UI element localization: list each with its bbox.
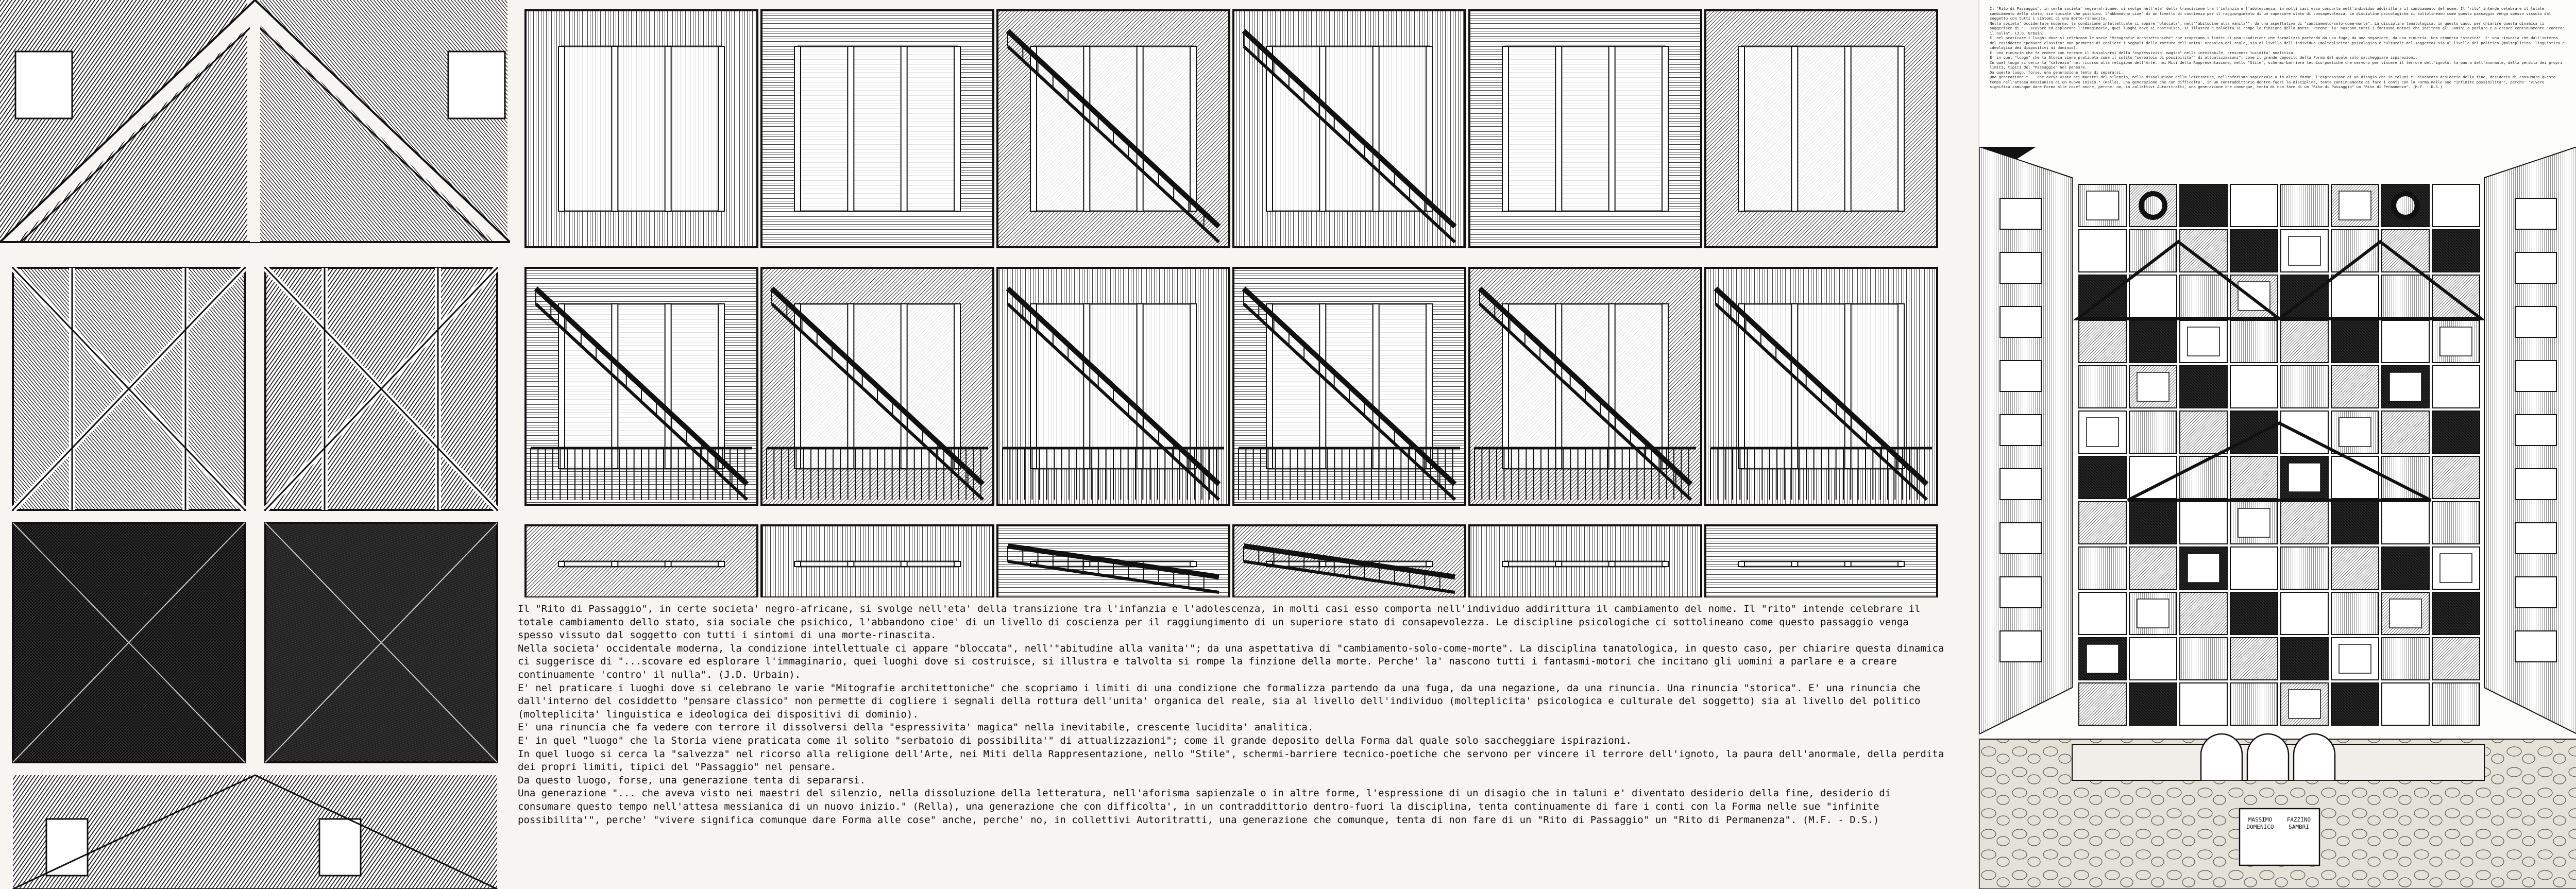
- poster-tile: [2331, 230, 2379, 272]
- poster-tile: [2382, 502, 2429, 544]
- poster-intro-text: [1990, 6, 2567, 145]
- poster-tile: [2432, 230, 2480, 272]
- poster-tile: [2230, 502, 2278, 544]
- poster-tile: [2432, 456, 2480, 499]
- poster-tile: [2382, 275, 2429, 317]
- poster-tile: [2281, 638, 2328, 680]
- poster-tile: [2331, 320, 2379, 363]
- poster-tile: [2432, 320, 2480, 363]
- poster-tile: [2432, 184, 2480, 227]
- poster-tile: [2180, 502, 2227, 544]
- stair-tile: [526, 10, 757, 247]
- stair-tile: [997, 268, 1229, 505]
- poster-tile: [2331, 275, 2379, 317]
- manifesto-paragraph: Nella societa' occidentale moderna, la condizione intellettuale ci appare "bloccata", nell'"abitudine alla vanita'"; da una aspettativa di "cambiamento-solo-come-morte". La disciplina tanatologica, in questo caso, per chiarire questa dinamica ci suggerisce di "...scovare ed esplorare l'immaginario, quei luoghi dove si costruisce, si illustra e talvolta si rompe la finzione della morte. Perche' la' nascono tutti i fantasmi-motori che incitano gli uomini a parlare e a creare continuamente 'contro' il nulla". (J.D. Urbain).: [518, 642, 1944, 680]
- manifesto-paragraph: E' nel praticare i luoghi dove si celebrano le varie "Mitografie architettoniche" che scopriamo i limiti di una condizione che formalizza partendo da una fuga, da una negazione, da una rinuncia. Una rinuncia "storica". E' una rinuncia che dall'interno del cosiddetto "pensare classico" non permette di cogliere i segnali della rottura dell'unita' organica del reale, sia al livello dell'individuo (molteplicita' psicologica e culturale del soggetto) sia al livello del politico (molteplicita' linguistica e ideologica dei dispositivi di dominio).: [518, 682, 1921, 720]
- poster-tile: [2180, 320, 2227, 363]
- poster-tile: [2230, 547, 2278, 589]
- stair-tile: [997, 10, 1229, 247]
- poster-tile: [2230, 456, 2278, 499]
- poster-tile: [2230, 683, 2278, 725]
- poster-tile: [2382, 592, 2429, 635]
- manifesto-paragraph: Il "Rito di Passaggio", in certe societa' negro-africane, si svolge nell'eta' della transizione tra l'infanzia e l'adolescenza, in molti casi esso comporta nell'individuo addirittura il cambiamento del nome. Il "rito" intende celebrare il totale cambiamento dello stato, sia sociale che psichico, l'abbandono cioe' di un livello di coscienza per il raggiungimento di un superiore stato di consapevolezza. Le discipline psicologiche ci sottolineano come questo passaggio venga spesso vissuto dal soggetto con tutti i sintomi di una morte-rinascita.: [518, 603, 1921, 641]
- poster-tile: [2180, 411, 2227, 453]
- poster-paragraph: E' in quel "luogo" che la Storia viene praticata come il solito "serbatoio di possibilita'" di attualizzazioni"; come il grande deposito della Forma dal quale solo saccheggiare ispirazioni.: [1990, 55, 2418, 60]
- stair-tile: [1233, 525, 1465, 597]
- poster-tile: [2079, 230, 2126, 272]
- poster-tile: [2432, 638, 2480, 680]
- poster-tile: [2382, 547, 2429, 589]
- poster-tile: [2079, 320, 2126, 363]
- poster-paragraph: Da questo luogo, forse, una generazione tenta di separarsi.: [1990, 70, 2124, 75]
- poster-tile: [2079, 592, 2126, 635]
- poster-tile: [2129, 683, 2177, 725]
- manifesto-paragraph: Da questo luogo, forse, una generazione tenta di separarsi.: [518, 774, 866, 786]
- manifesto-text: [518, 603, 1945, 883]
- poster-tile: [2331, 683, 2379, 725]
- poster-tile: [2079, 411, 2126, 453]
- poster-tile: [2382, 230, 2429, 272]
- stair-tile: [1469, 10, 1701, 247]
- drawing-left-roof-panels: [0, 0, 510, 889]
- poster-tile: [2331, 366, 2379, 408]
- stair-tile: [1469, 268, 1701, 505]
- poster-tile: [2331, 184, 2379, 227]
- stair-tile: [1469, 525, 1701, 597]
- poster-tile: [2079, 184, 2126, 227]
- poster-tile: [2180, 638, 2227, 680]
- poster-tile: [2079, 683, 2126, 725]
- poster-tile: [2180, 683, 2227, 725]
- poster-tile: [2129, 366, 2177, 408]
- poster-tile: [2079, 456, 2126, 499]
- manifesto-paragraph: E' in quel "luogo" che la Storia viene praticata come il solito "serbatoio di possibilita'" di attualizzazioni"; come il grande deposito della Forma dal quale solo saccheggiare ispirazioni.: [518, 734, 1632, 746]
- poster-tile: [2230, 184, 2278, 227]
- poster-tile: [2129, 230, 2177, 272]
- courtyard-perspective-drawing: [1979, 147, 2576, 889]
- poster-tile: [2230, 366, 2278, 408]
- poster-paragraph: E' una rinuncia che fa vedere con terrore il dissolversi della "espressivita' magica" nella inevitabile, crescente lucidita' analitica.: [1990, 50, 2296, 55]
- stair-tile: [526, 268, 757, 505]
- poster-tile: [2230, 592, 2278, 635]
- poster-tile: [2129, 592, 2177, 635]
- poster-tile: [2382, 184, 2429, 227]
- poster-tile: [2281, 456, 2328, 499]
- poster-tile: [2230, 230, 2278, 272]
- poster-tile: [2281, 230, 2328, 272]
- poster-paragraph: Il "Rito di Passaggio", in certe societa' negro-africane, si svolge nell'eta' della transizione tra l'infanzia e l'adolescenza, in molti casi esso comporta nell'individuo addirittura il cambiamento del nome. Il "rito" intende celebrare il totale cambiamento dello stato, sia sociale che psichico, l'abbandono cioe' di un livello di coscienza per il raggiungimento di un superiore stato di consapevolezza. Le discipline psicologiche ci sottolineano come questo passaggio venga spesso vissuto dal soggetto con tutti i sintomi di una morte-rinascita.: [1990, 6, 2551, 21]
- poster-tile: [2331, 547, 2379, 589]
- poster-tile: [2180, 230, 2227, 272]
- poster-tile: [2180, 366, 2227, 408]
- poster-tile: [2382, 411, 2429, 453]
- manifesto-paragraph: Una generazione "... che aveva visto nei maestri del silenzio, nella dissoluzione della letteratura, nell'aforisma sapienzale o in altre forme, l'espressione di un disagio che in taluni e' diventato desiderio della fine, desiderio di consumare questo tempo nell'attesa messianica di un nuovo inizio." (Rella), una generazione che con difficolta', in un contraddittorio dentro-fuori la disciplina, tenta continuamente di fare i conti con la Forma nelle sue "infinite possibilita'", perche' "vivere significa comunque dare Forma alle cose" anche, perche' no, in collettivi Autoritratti, una generazione che comunque, tenta di non fare di un "Rito di Passaggio" un "Rito di Permanenza". (M.F. - D.S.): [518, 788, 1891, 826]
- roof-panel-row-1: [0, 0, 510, 242]
- poster-tile: [2432, 683, 2480, 725]
- poster-tile: [2129, 502, 2177, 544]
- poster-tile: [2079, 638, 2126, 680]
- poster-tile: [2281, 683, 2328, 725]
- poster-tile: [2382, 320, 2429, 363]
- stair-tile: [1705, 268, 1937, 505]
- tomb-caption-right: [2281, 816, 2317, 831]
- stair-tile: [526, 525, 757, 597]
- poster-tile: [2230, 638, 2278, 680]
- poster-tile: [2331, 592, 2379, 635]
- central-tile-grid: [2077, 184, 2481, 725]
- caption-name: MASSIMO: [2248, 816, 2273, 823]
- poster-tile: [2382, 683, 2429, 725]
- poster-tile: [2129, 638, 2177, 680]
- caption-name: SAMBRI: [2289, 824, 2309, 830]
- poster-tile: [2230, 320, 2278, 363]
- poster-paragraph: Nella societa' occidentale moderna, la condizione intellettuale ci appare "bloccata", nell'"abitudine alla vanita'"; da una aspettativa di "cambiamento-solo-come-morte". La disciplina tanatologica, in questo caso, per chiarire questa dinamica ci suggerisce di "...scovare ed esplorare l'immaginario, quei luoghi dove si costruisce, si illustra e talvolta si rompe la finzione della morte. Perche' la' nascono tutti i fantasmi-motori che incitano gli uomini a parlare e a creare continuamente 'contro' il nulla". (J.D. Urbain).: [1990, 21, 2565, 36]
- poster-tile: [2281, 184, 2328, 227]
- poster-paragraph: Una generazione "... che aveva visto nei maestri del silenzio, nella dissoluzione della letteratura, nell'aforisma sapienzale o in altre forme, l'espressione di un disagio che in taluni e' diventato desiderio della fine, desiderio di consumare questo tempo nell'attesa messianica di un nuovo inizio." (Rella), una generazione che con difficolta', in un contraddittorio dentro-fuori la disciplina, tenta continuamente di fare i conti con la Forma nelle sue "infinite possibilita'", perche' "vivere significa comunque dare Forma alle cose" anche, perche' no, in collettivi Autoritratti, una generazione che comunque, tenta di non fare di un "Rito di Passaggio" un "Rito di Permanenza". (M.F. - D.S.): [1990, 75, 2556, 89]
- poster-tile: [2180, 184, 2227, 227]
- poster-tile: [2180, 547, 2227, 589]
- poster-tile: [2382, 638, 2429, 680]
- poster-tile: [2281, 320, 2328, 363]
- stair-tile: [1233, 268, 1465, 505]
- poster-paragraph: In quel luogo si cerca la "salvezza" nel ricorso alla religione dell'Arte, nei Miti della Rappresentazione, nello "Stile", schermi-barriere tecnico-poetiche che servono per vincere il terrore dell'ignoto, la paura dell'anormale, della perdita dei propri limiti, tipici del "Passaggio" nel pensare.: [1990, 60, 2563, 70]
- manifesto-paragraph: In quel luogo si cerca la "salvezza" nel ricorso alla religione dell'Arte, nei Miti della Rappresentazione, nello "Stile", schermi-barriere tecnico-poetiche che servono per vincere il terrore dell'ignoto, la paura dell'anormale, della perdita dei propri limiti, tipici del "Passaggio" nel pensare.: [518, 748, 1944, 773]
- poster-tile: [2129, 320, 2177, 363]
- poster-tile: [2180, 592, 2227, 635]
- poster-tile: [2331, 411, 2379, 453]
- poster-tile: [2281, 547, 2328, 589]
- poster-tile: [2281, 411, 2328, 453]
- poster-tile: [2230, 411, 2278, 453]
- caption-name: FAZZINO: [2286, 816, 2311, 823]
- poster-tile: [2281, 592, 2328, 635]
- stair-tile: [761, 525, 993, 597]
- poster-tile: [2129, 547, 2177, 589]
- poster-tile: [2331, 502, 2379, 544]
- poster-tile: [2079, 366, 2126, 408]
- building-facade-row-4: [13, 775, 497, 889]
- stair-tile: [997, 525, 1229, 597]
- poster-tile: [2281, 502, 2328, 544]
- stair-tile: [1233, 10, 1465, 247]
- poster-tile: [2432, 411, 2480, 453]
- stair-tile: [1705, 10, 1937, 247]
- poster-tile: [2079, 502, 2126, 544]
- poster-tile: [2129, 275, 2177, 317]
- poster-tile: [2331, 638, 2379, 680]
- poster-tile: [2432, 366, 2480, 408]
- courtyard-poster: [1978, 0, 2576, 889]
- poster-tile: [2432, 592, 2480, 635]
- poster-tile: [2129, 184, 2177, 227]
- stair-tile: [761, 268, 993, 505]
- poster-tile: [2432, 502, 2480, 544]
- caption-name: DOMENICO: [2246, 824, 2274, 830]
- stair-tile: [1705, 525, 1937, 597]
- poster-tile: [2281, 366, 2328, 408]
- stair-tile: [761, 10, 993, 247]
- poster-tile: [2432, 547, 2480, 589]
- poster-paragraph: E' nel praticare i luoghi dove si celebrano le varie "Mitografie architettoniche" che scopriamo i limiti di una condizione che formalizza partendo da una fuga, da una negazione, da una rinuncia. Una rinuncia "storica". E' una rinuncia che dall'interno del cosiddetto "pensare classico" non permette di cogliere i segnali della rottura dell'unita' organica del reale, sia al livello dell'individuo (molteplicita' psicologica e culturale del soggetto) sia al livello del politico (molteplicita' linguistica e ideologica dei dispositivi di dominio).: [1990, 36, 2565, 50]
- poster-tile: [2382, 366, 2429, 408]
- tomb-caption-left: [2242, 816, 2278, 831]
- manifesto-paragraph: E' una rinuncia che fa vedere con terrore il dissolversi della "espressivita' magica" nella inevitabile, crescente lucidita' analitica.: [518, 722, 1314, 733]
- drawing-stair-frame-grid: [515, 0, 1947, 597]
- poster-tile: [2180, 275, 2227, 317]
- poster-tile: [2129, 411, 2177, 453]
- poster-tile: [2079, 547, 2126, 589]
